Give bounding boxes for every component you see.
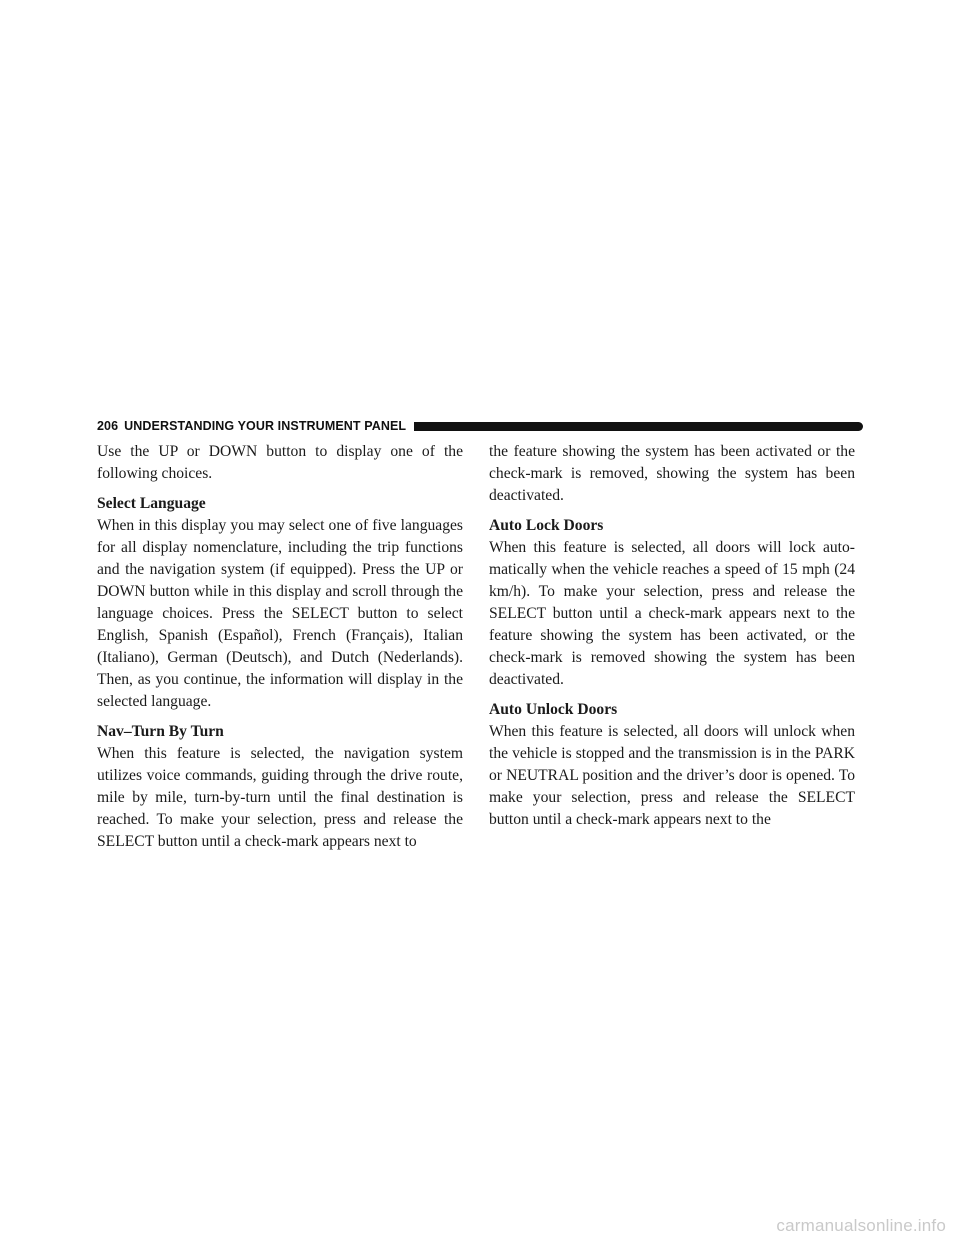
header-rule-bar — [414, 422, 863, 431]
auto-unlock-doors-body: When this feature is selected, all doors will unlock when the vehicle is stopped and the transmission is in the PARK or NEUTRAL position and the driver’s door is opened. To make your selection, press and release the SELECT button until a check-mark appears next to the — [489, 723, 855, 828]
auto-lock-doors-body: When this feature is selected, all doors will lock automatically when the vehicle reaches a speed of 15 mph (24 km/h). To make your selection, press and release the SELECT button until a check-mark appears next to the feature showing the system has been activated, or the check-mark is removed showing the system has been deactivated. — [489, 539, 855, 688]
page-number: 206 — [97, 419, 119, 433]
auto-unlock-doors-heading: Auto Unlock Doors — [489, 701, 618, 718]
right-column — [489, 441, 855, 837]
watermark-text: carmanualsonline.info — [776, 1216, 946, 1235]
select-language-body: When in this display you may select one of five languages for all display nomenclature, including the trip functions and the navigation system (if equipped). Press the UP or DOWN button while in this display and scroll through the language choices. Press the SELECT button to select English, Spanish (Español), French (Français), Italian (Italiano), German (Deutsch), and Dutch (Nederlands). Then, as you continue, the information will display in the selected language. — [97, 517, 463, 710]
intro-paragraph: Use the UP or DOWN button to display one of the following choices. — [97, 443, 463, 482]
auto-lock-doors-heading: Auto Lock Doors — [489, 517, 604, 534]
left-column — [97, 441, 463, 859]
nav-turn-by-turn-body: When this feature is selected, the navigation system utilizes voice commands, guiding through the drive route, mile by mile, turn-by-turn until the final destination is reached. To make your selection, press and release the SELECT button until a check-mark appears next to — [97, 745, 463, 850]
page-header — [97, 419, 863, 433]
select-language-heading: Select Language — [97, 495, 206, 512]
section-title: UNDERSTANDING YOUR INSTRUMENT PANEL — [124, 419, 407, 433]
nav-turn-by-turn-heading: Nav–Turn By Turn — [97, 723, 224, 740]
continuation-paragraph: the feature showing the system has been activated or the check-mark is removed, showing the system has been deactivated. — [489, 443, 855, 504]
